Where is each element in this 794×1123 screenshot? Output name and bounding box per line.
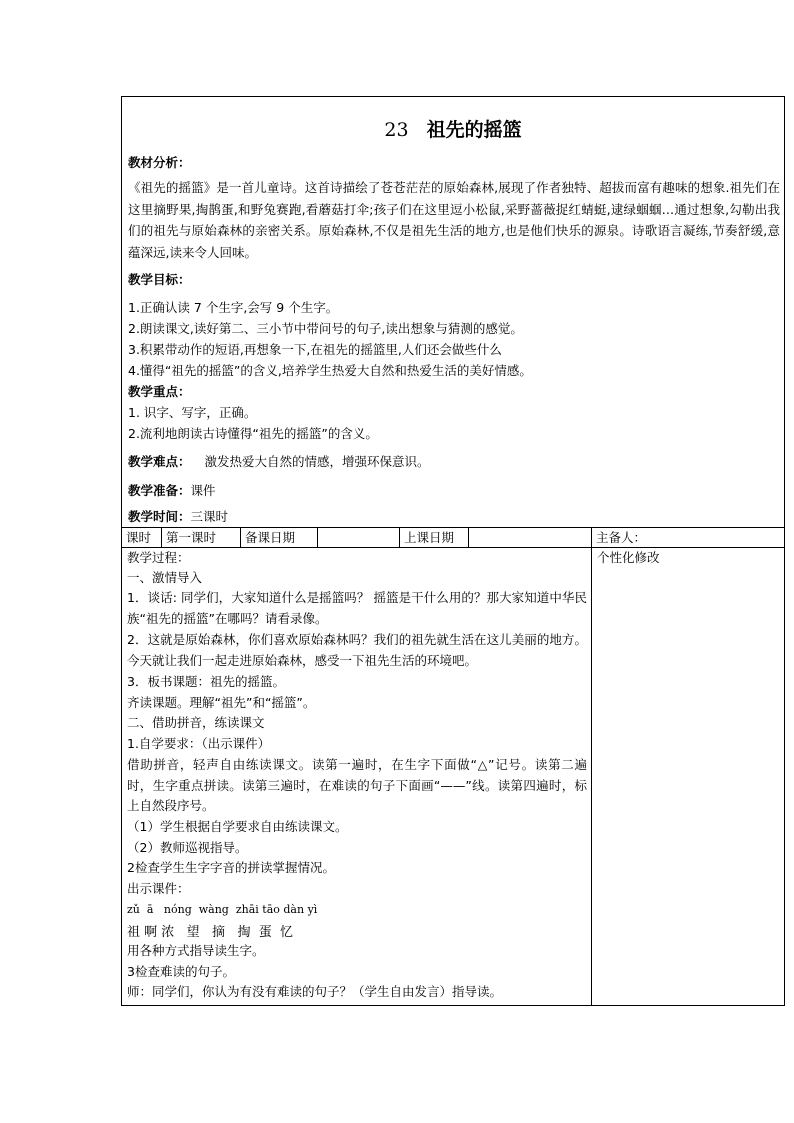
personal-notes-column — [592, 548, 784, 1005]
section-1-step-2: 2．这就是原始森林，你们喜欢原始森林吗？我们的祖先就生活在这儿美丽的地方。今天就让我们一起走进原始森林，感受一下祖先生活的环境吧。 — [127, 632, 587, 668]
key-point-2: 2.流利地朗读古诗懂得“祖先的摇篮”的含义。 — [128, 426, 378, 441]
section-2-title: 二、借助拼音，练读课文 — [127, 715, 265, 730]
schedule-preparer: 主备人： — [596, 530, 647, 545]
time-row — [128, 506, 228, 527]
key-label: 教学重点： — [128, 384, 191, 399]
schedule-period-value: 第一课时 — [162, 528, 241, 547]
schedule-row — [122, 527, 784, 548]
time-text: 三课时 — [190, 509, 229, 524]
personal-label: 个性化修改 — [597, 550, 660, 565]
schedule-prep-date-label: 备课日期 — [241, 528, 318, 547]
section-1-step-1: 1．谈话: 同学们，大家知道什么是摇篮吗？ 摇篮是干什么用的？那大家知道中华民族“祖先的摇篮”在哪吗？请看录像。 — [127, 590, 587, 626]
goal-4: 4.懂得“祖先的摇篮”的含义,培养学生热爱大自然和热爱生活的美好情感。 — [128, 363, 532, 378]
difficulty-row — [128, 451, 430, 472]
key-point-1: 1. 识字、写字，正确。 — [128, 405, 257, 420]
goal-1: 1.正确认读 7 个生字,会写 9 个生字。 — [128, 300, 339, 315]
section-2-step-6: 出示课件： — [127, 881, 190, 896]
lesson-plan-page — [121, 96, 785, 1006]
schedule-prep-date-value — [318, 528, 400, 547]
schedule-period-label: 课时 — [122, 528, 162, 547]
section-1-step-3: 3．板书课题：祖先的摇篮。 — [127, 674, 285, 689]
section-2-step-5: 2检查学生生字字音的拼读掌握情况。 — [127, 860, 335, 875]
goal-2: 2.朗读课文,读好第二、三小节中带问号的句子,读出想象与猜测的感觉。 — [128, 321, 523, 336]
hanzi-line: 祖 啊 浓 望 摘 掏 蛋 忆 — [127, 925, 293, 940]
prep-row — [128, 480, 216, 501]
time-label: 教学时间： — [128, 509, 191, 524]
difficulty-text: 激发热爱大自然的情感，增强环保意识。 — [204, 454, 430, 469]
section-1-title: 一、激情导入 — [127, 570, 203, 585]
section-2-step-7: 用各种方式指导读生字。 — [127, 943, 265, 958]
prep-text: 课件 — [190, 483, 216, 498]
material-text: 《祖先的摇篮》是一首儿童诗。这首诗描绘了苍苍茫茫的原始森林,展现了作者独特、超拔而富有趣味的想象.祖先们在这里摘野果,掏鹊蛋,和野兔赛跑,看蘑菇打伞;孩子们在这里逗小松鼠,采野蔷薇捉红蜻蜓,逮绿蝈蝈…通过想象,勾勒出我们的祖先与原始森林的亲密关系。原始森林,不仅是祖先生活的地方,也是他们快乐的源泉。诗歌语言凝练,节奏舒缓,意蕴深远,读来令人回味。 — [128, 180, 780, 260]
schedule-class-date-value — [469, 528, 592, 547]
goals-label: 教学目标： — [128, 272, 191, 287]
material-label: 教材分析： — [128, 155, 191, 170]
lesson-number: 23 — [384, 119, 409, 141]
section-2-step-2: 借助拼音，轻声自由练读课文。读第一遍时，在生字下面做“△”记号。读第二遍时，生字重点拼读。读第三遍时，在难读的句子下面画“——”线。读第四遍时，标上自然段序号。 — [127, 757, 587, 813]
pinyin-line: zǔ ā nóng wàng zhāi tāo dàn yì — [127, 903, 318, 916]
page-title — [122, 115, 784, 142]
section-1-step-4: 齐读课题。理解“祖先”和“摇篮”。 — [127, 695, 316, 710]
lesson-title: 祖先的摇篮 — [426, 119, 522, 141]
section-2-step-8: 3检查难读的句子。 — [127, 964, 235, 979]
teaching-process — [122, 548, 592, 1005]
schedule-class-date-label: 上课日期 — [400, 528, 469, 547]
section-2-step-3: （1）学生根据自学要求自由练读课文。 — [127, 819, 348, 834]
prep-label: 教学准备： — [128, 483, 191, 498]
section-2-step-9: 师：同学们，你认为有没有难读的句子？（学生自由发言）指导读。 — [127, 984, 503, 999]
section-2-step-4: （2）教师巡视指导。 — [127, 840, 248, 855]
goal-3: 3.积累带动作的短语,再想象一下,在祖先的摇篮里,人们还会做些什么 — [128, 342, 502, 357]
lesson-overview — [122, 97, 784, 529]
process-heading: 教学过程： — [127, 550, 190, 565]
section-2-step-1: 1.自学要求：（出示课件） — [127, 736, 271, 751]
difficulty-label: 教学难点： — [128, 454, 191, 469]
